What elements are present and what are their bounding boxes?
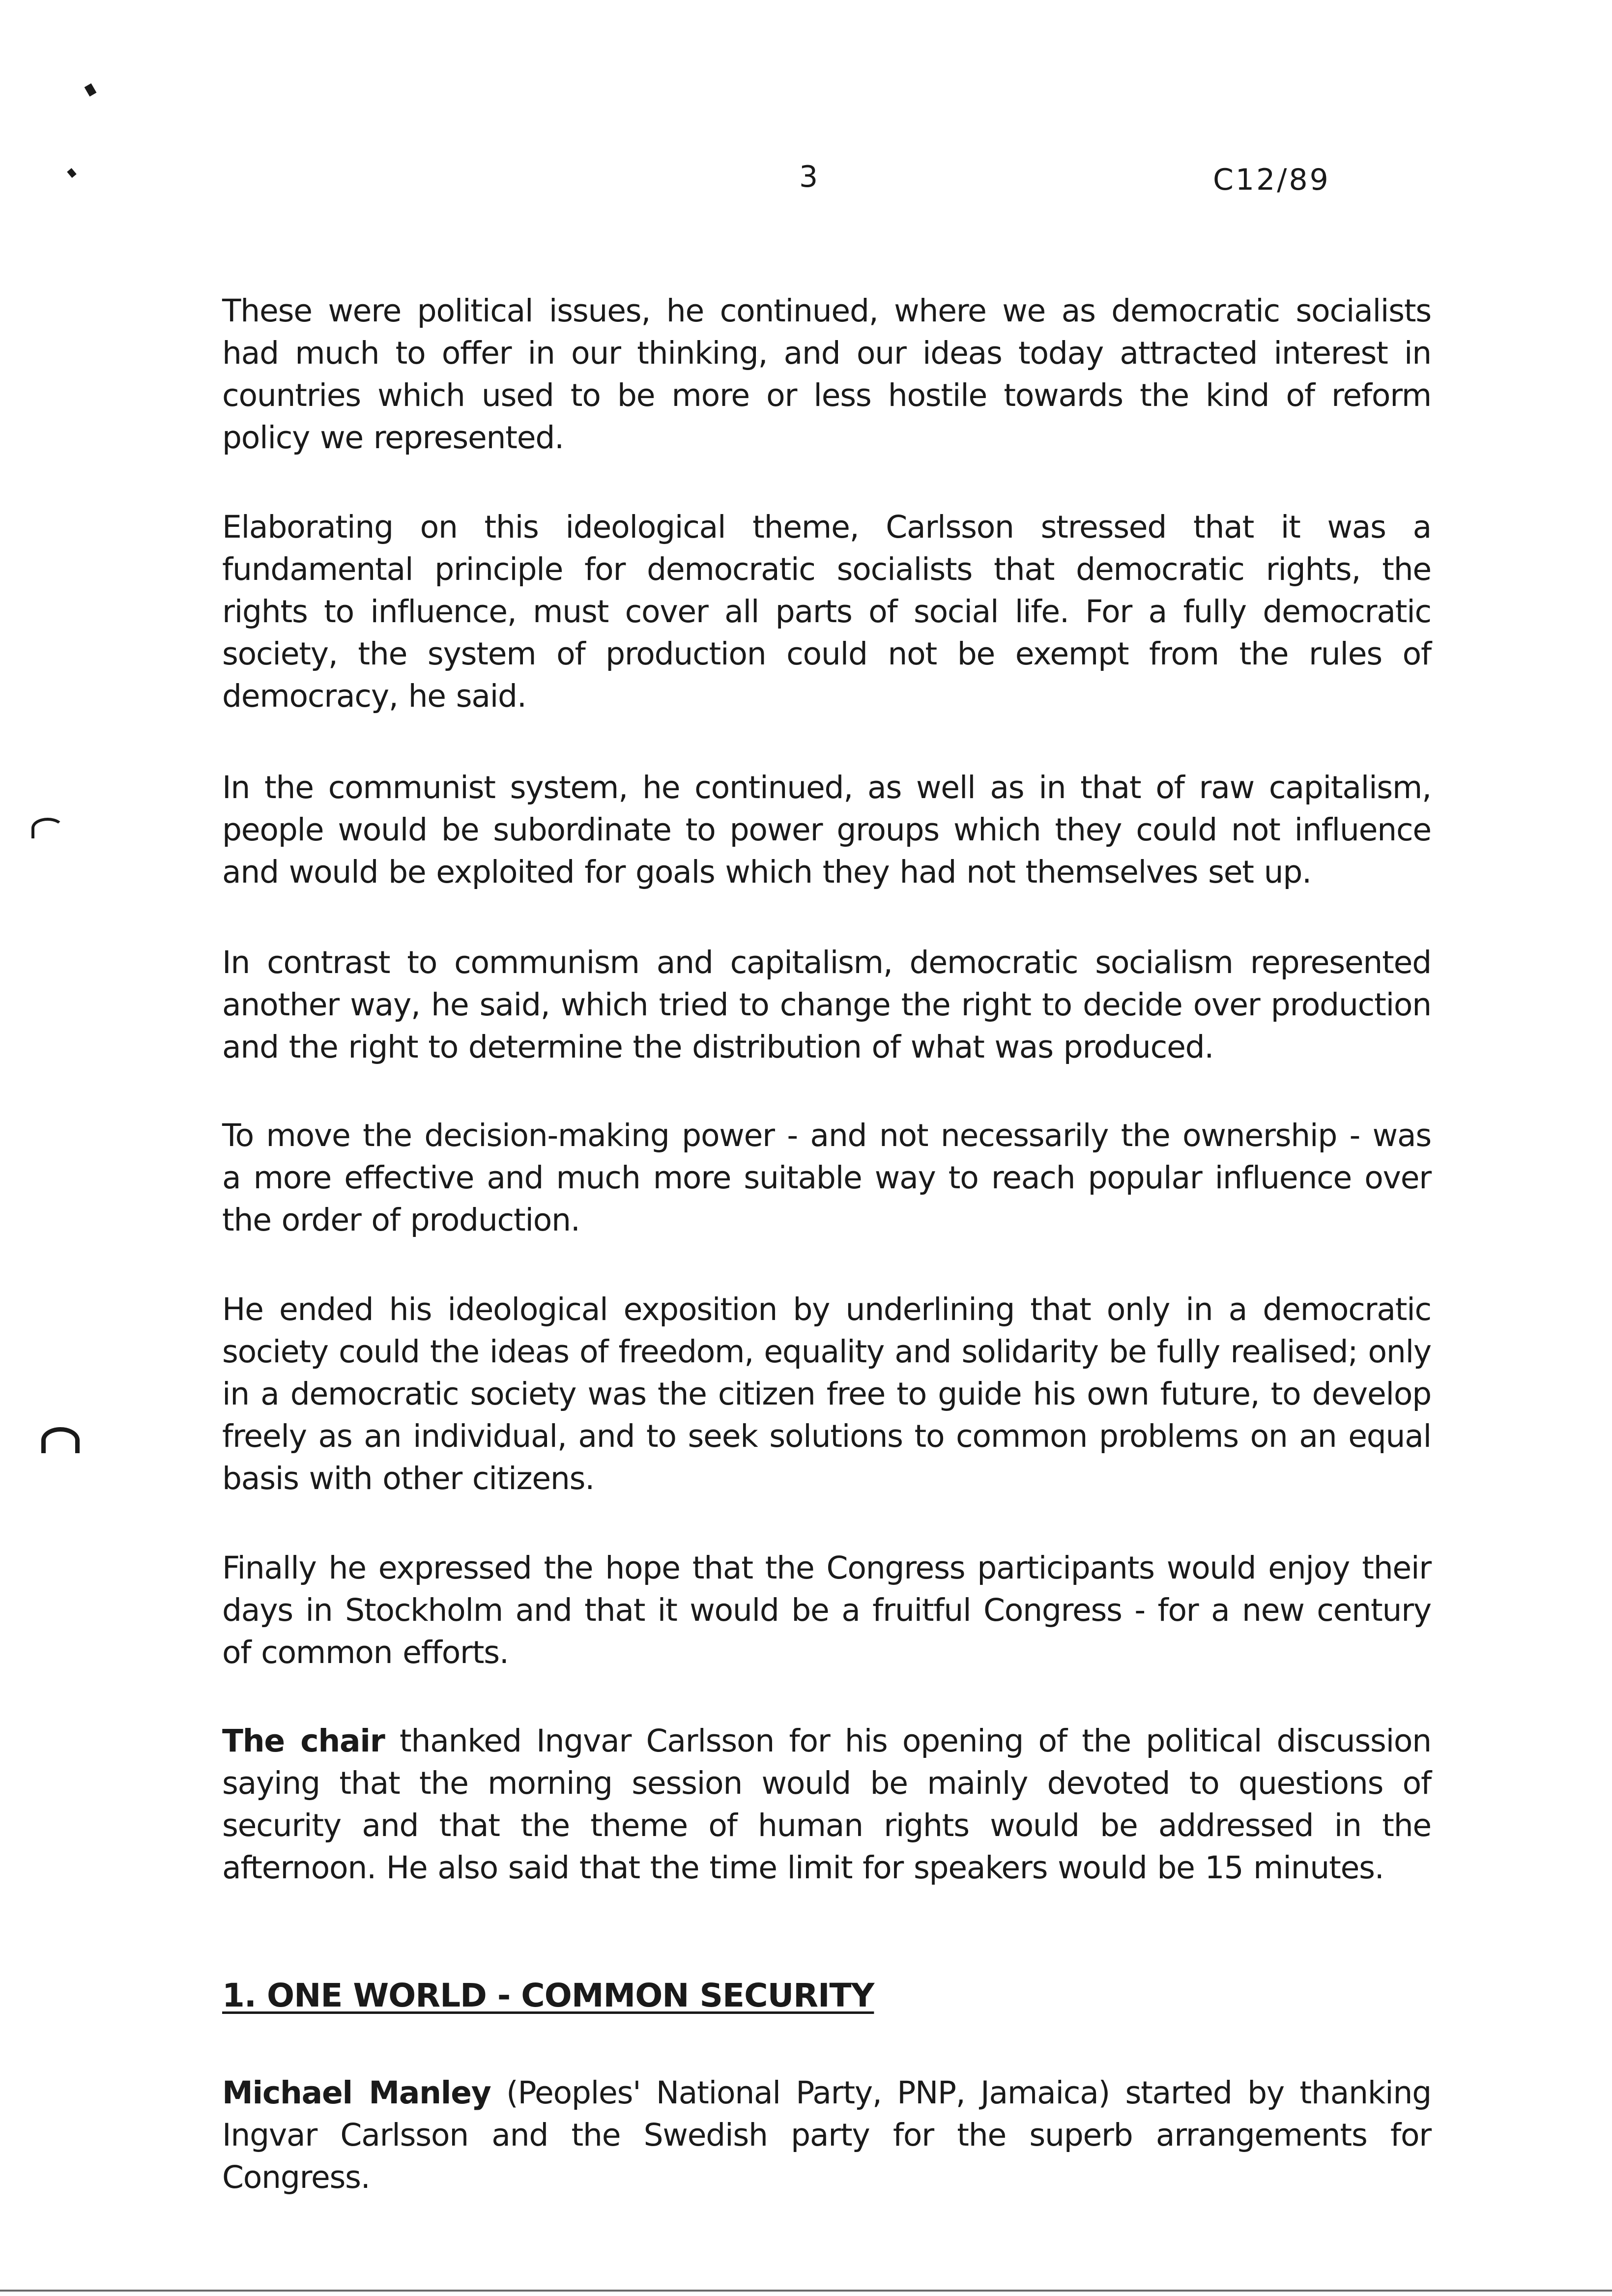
scan-mark (67, 168, 76, 178)
paragraph-closing-hope: Finally he expressed the hope that the Congress participants would enjoy their days in Stockholm and that it would be a fruitful Congress - for a new century of common efforts. (222, 1550, 1431, 1670)
speaker-name: Michael Manley (222, 2075, 491, 2111)
speaker-name: The chair (222, 1723, 385, 1759)
margin-arc-mark (31, 818, 64, 838)
paragraph-ideological-exposition: He ended his ideological exposition by underlining that only in a democratic society could the ideas of freedom, equality and solidarity be fully realised; only in a democratic society was the citizen free to guide his own future, to develop freely as an individual, and to seek solutions to common problems on an equal basis with other citizens. (222, 1292, 1431, 1496)
page-number: 3 (799, 160, 818, 194)
paragraph-manley (222, 2072, 1431, 2199)
paragraph-ideological-theme: Elaborating on this ideological theme, Carlsson stressed that it was a fundamental principle for democratic socialists that democratic rights, the rights to influence, must cover all parts of social life. For a fully democratic society, the system of production could not be exempt from the rules of democracy, he said. (222, 509, 1431, 714)
scan-mark (85, 83, 97, 96)
paragraph-decision-making: To move the decision-making power - and not necessarily the ownership - was a more effective and much more suitable way to reach popular influence over the order of production. (222, 1118, 1431, 1238)
paragraph-manley-text: (Peoples' National Party, PNP, Jamaica) started by thanking Ingvar Carlsson and the Swedish party for the superb arrangements for Congress. (222, 2075, 1431, 2195)
paragraph-contrast: In contrast to communism and capitalism, democratic socialism represented another way, he said, which tried to change the right to decide over production and the right to determine the distribution of what was produced. (222, 945, 1431, 1065)
document-reference: C12/89 (1213, 163, 1330, 197)
section-heading: 1. ONE WORLD - COMMON SECURITY (222, 1977, 874, 2014)
margin-arc-mark (41, 1427, 80, 1453)
paragraph-political-issues: These were political issues, he continued, where we as democratic socialists had much to offer in our thinking, and our ideas today attracted interest in countries which used to be more or less hostile towards the kind of reform policy we represented. (222, 293, 1431, 456)
paragraph-chair-text: thanked Ingvar Carlsson for his opening of the political discussion saying that the morning session would be mainly devoted to questions of security and that the theme of human rights would be addressed in the afternoon. He also said that the time limit for speakers would be 15 minutes. (222, 1723, 1432, 1886)
paragraph-communist-system: In the communist system, he continued, as well as in that of raw capitalism, people would be subordinate to power groups which they could not influence and would be exploited for goals which they had not themselves set up. (222, 770, 1431, 890)
bottom-edge-line (0, 2290, 1612, 2292)
paragraph-chair (222, 1720, 1431, 1889)
